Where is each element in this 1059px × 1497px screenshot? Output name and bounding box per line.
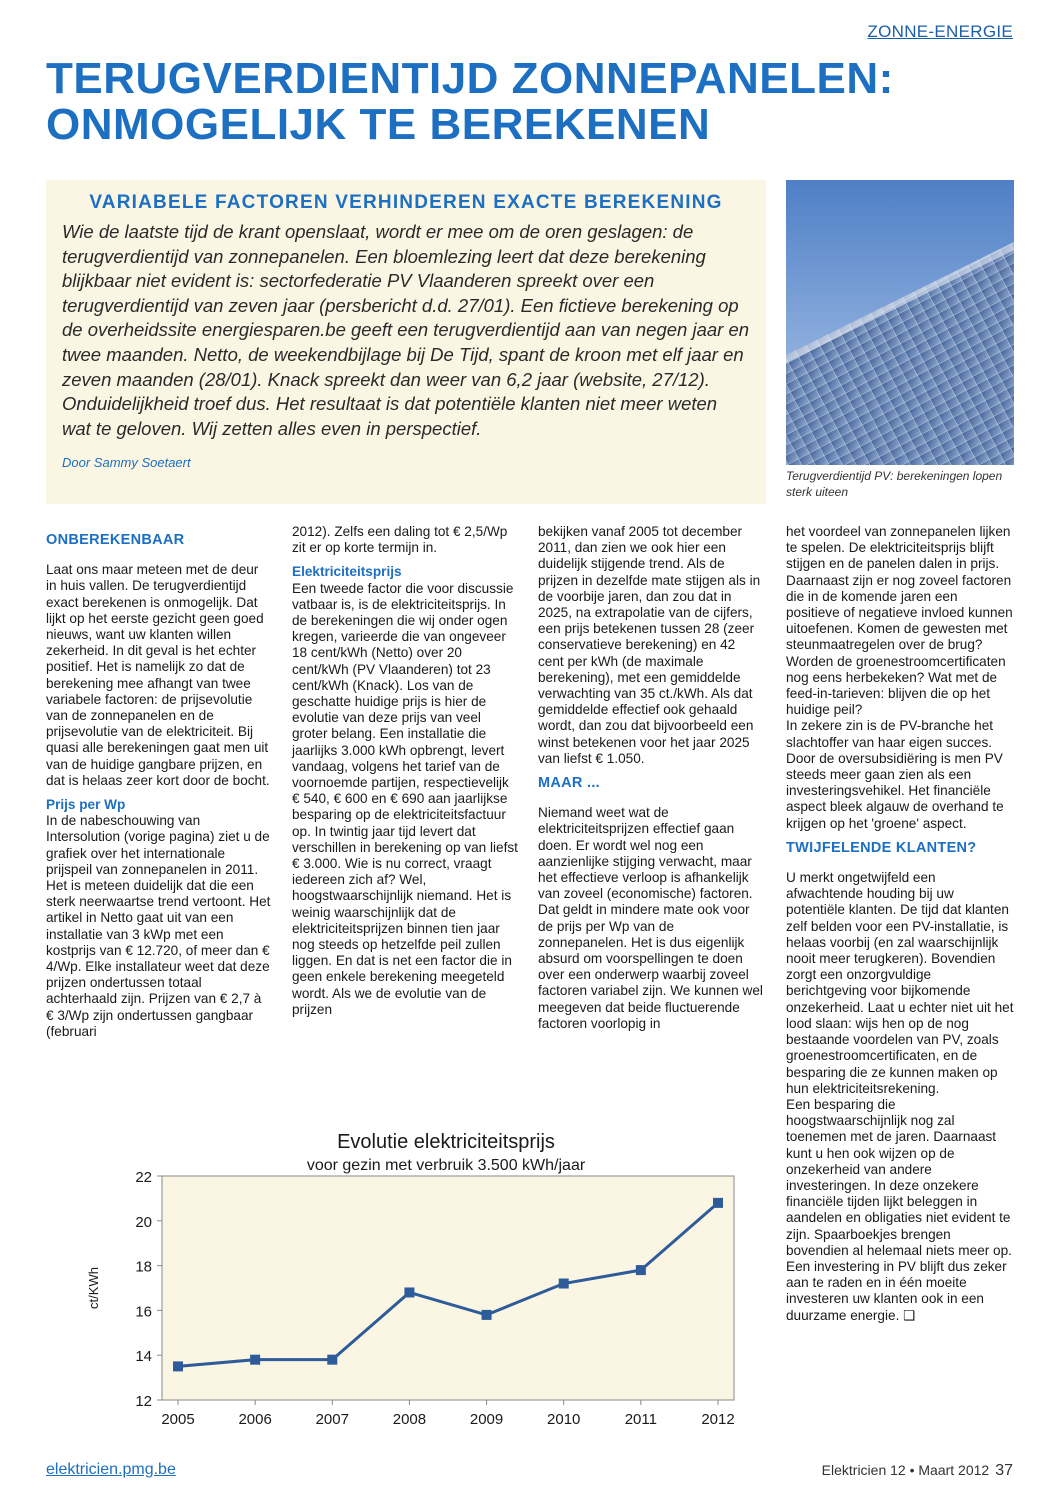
data-point — [327, 1355, 337, 1365]
solar-panel-photo — [786, 180, 1014, 465]
plot-area — [162, 1176, 734, 1400]
data-point — [636, 1265, 646, 1275]
data-point — [173, 1361, 183, 1371]
heading-elektriciteitsprijs: Elektriciteitsprijs — [292, 564, 402, 580]
column-1 — [46, 524, 272, 1040]
issue-label: Elektricien 12 • Maart 2012 — [821, 1462, 990, 1478]
intro-box — [46, 180, 766, 504]
x-tick-label: 2009 — [469, 1411, 504, 1428]
y-tick-label: 20 — [135, 1213, 152, 1231]
chart-subtitle: voor gezin met verbruik 3.500 kWh/jaar — [306, 1157, 586, 1174]
y-tick-label: 16 — [135, 1303, 152, 1321]
data-point — [250, 1355, 260, 1365]
x-tick-label: 2006 — [238, 1411, 272, 1428]
y-tick-label: 14 — [135, 1348, 152, 1366]
data-point — [559, 1279, 569, 1289]
section-tag: ZONNE-ENERGIE — [867, 22, 1013, 41]
x-tick-label: 2008 — [392, 1411, 427, 1428]
page-number: 37 — [995, 1462, 1013, 1479]
column-3 — [538, 524, 764, 1032]
paragraph: In zekere zin is de PV-branche het slachtoffer van haar eigen succes. Door de oversubsidiëring is men PV steeds meer gaan zien als een investeringsvehikel. Het financiële aspect bleek algauw de overhand te krijgen op het 'groene' aspect. — [786, 718, 1004, 831]
electricity-price-chart — [46, 1110, 766, 1438]
footer-issue — [822, 1462, 1013, 1480]
intro-subtitle: VARIABELE FACTOREN VERHINDEREN EXACTE BEREKENING — [89, 192, 723, 213]
paragraph: Niemand weet wat de elektriciteitsprijzen effectief gaan doen. Er wordt wel nog een aanzienlijke stijging verwacht, maar het effectieve verloop is afhankelijk van zoveel (economische) factoren. Dat geldt in mindere mate ook voor de prijs per Wp van de zonnepanelen. Het is dus eigenlijk absurd om voorspellingen te doen over een onderwerp waarbij zoveel factoren variabel zijn. We kunnen wel meegeven dat beide fluctuerende factoren voorlopig in — [538, 805, 763, 1031]
chart-title: Evolutie elektriciteitsprijs — [337, 1131, 555, 1153]
paragraph: bekijken vanaf 2005 tot december 2011, dan zien we ook hier een duidelijk stijgende trend. Als de prijzen in dezelfde mate stijgen als in de voorbije jaren, dan zou dat in 2025, na extrapolatie van de cijfers, een prijs betekenen tussen 28 (zeer conservatieve berekening) en 42 cent per kWh (de maximale berekening), met een gemiddelde verwachting van 35 ct./kWh. Als dat gemiddelde effectief ook gehaald wordt, dan zou dat bijvoorbeeld een winst betekenen voor het jaar 2025 van liefst € 1.050. — [538, 524, 761, 766]
y-tick-label: 18 — [135, 1258, 152, 1276]
footer-website[interactable]: elektricien.pmg.be — [46, 1461, 176, 1478]
heading-onberekenbaar: ONBEREKENBAAR — [46, 532, 185, 548]
data-point — [482, 1310, 492, 1320]
column-2 — [292, 524, 518, 1018]
x-tick-label: 2010 — [547, 1411, 581, 1428]
solar-panel-illustration — [786, 180, 1014, 465]
article-headline — [46, 56, 1026, 148]
byline: Door Sammy Soetaert — [62, 455, 191, 471]
heading-maar: MAAR ... — [538, 775, 601, 792]
data-point — [713, 1198, 723, 1208]
paragraph: Een tweede factor die voor discussie vatbaar is, is de elektriciteitsprijs. In de berekeningen die wij onder ogen kregen, varieerde die van ongeveer 18 cent/kWh (Netto) over 20 cent/kWh (PV Vlaanderen) tot 23 cent/kWh (Knack). Los van de geschatte huidige prijs is hier de evolutie van deze prijs van veel groter belang. Een installatie die jaarlijks 3.000 kWh opbrengt, levert vandaag, volgens het tarief van de voornoemde partijen, respectievelijk € 540, € 600 en € 690 aan jaarlijkse besparing op de elektriciteitsfactuur op. In twintig jaar tijd levert dat verschillen in berekening op van liefst € 3.000. Wie is nu correct, vraagt iedereen zich af? Wel, hoogstwaarschijnlijk niemand. Het is weinig waarschijnlijk dat de elektriciteitsprijzen binnen tien jaar nog steeds op hetzelfde peil zullen liggen. En dat is net een factor die in geen enkele berekening meegeteld wordt. Als we de evolutie van de prijzen — [292, 580, 518, 1017]
y-tick-label: 22 — [135, 1169, 152, 1186]
paragraph: 2012). Zelfs een daling tot € 2,5/Wp zit er op korte termijn in. — [292, 524, 508, 556]
paragraph: het voordeel van zonnepanelen lijken te spelen. De elektriciteitsprijs blijft stijgen en de panelen dalen in prijs. Daarnaast zijn er nog zoveel factoren die in de komende jaren een positieve of negatieve invloed kunnen uitoefenen. Komen de gewesten met steunmaatregelen over de brug? Worden de groenestroomcertificaten nog eens herbekeken? Wat met de feed-in-tarieven: blijven die op het huidige peil? — [786, 524, 1013, 718]
x-tick-label: 2005 — [161, 1411, 195, 1428]
x-tick-label: 2011 — [624, 1411, 657, 1428]
paragraph: Een besparing die hoogstwaarschijnlijk nog zal toenemen met de jaren. Daarnaast kunt u hen ook wijzen op de onzekerheid van andere investeringen. In deze onzekere financiële tijden lijkt beleggen in aandelen en obligaties niet evident te zijn. Spaarboekjes brengen bovendien al helemaal niets meer op. Een investering in PV blijft dus zeker aan te raden en in één moeite investeren uw klanten ook in een duurzame energie. ❑ — [786, 1096, 1012, 1323]
x-tick-label: 2007 — [315, 1411, 349, 1428]
headline-line-2: ONMOGELIJK TE BEREKENEN — [46, 100, 711, 149]
column-4 — [786, 524, 1014, 1324]
intro-text: Wie de laatste tijd de krant openslaat, wordt er mee om de oren geslagen: de terugverdientijd van zonnepanelen. Een bloemlezing leert dat deze berekening blijkbaar niet evident is: sectorfederatie PV Vlaanderen spreekt over een terugverdientijd van zeven jaar (persbericht d.d. 27/01). Een fictieve berekening op de overheidssite energiesparen.be geeft een terugverdientijd aan van negen jaar en twee maanden. Netto, de weekendbijlage bij De Tijd, spant de kroon met elf jaar en zeven maanden (28/01). Knack spreekt dan weer van 6,2 jaar (website, 27/12). Onduidelijkheid troef dus. Het resultaat is dat potentiële klanten niet meer weten wat te geloven. Wij zetten alles even in perspectief. — [62, 221, 750, 439]
paragraph: In de nabeschouwing van Intersolution (vorige pagina) ziet u de grafiek over het internationale prijspeil van zonnepanelen in 2011. Het is meteen duidelijk dat die een sterk neerwaartse trend vertoont. Het artikel in Netto gaat uit van een installatie van 3 kWp met een kostprijs van € 12.720, of meer dan € 4/Wp. Elke installateur weet dat deze prijzen ondertussen totaal achterhaald zijn. Prijzen van € 2,7 à € 3/Wp zijn ondertussen gangbaar (februari — [46, 813, 271, 1039]
heading-twijfelende-klanten: TWIJFELENDE KLANTEN? — [786, 839, 977, 856]
paragraph: Laat ons maar meteen met de deur in huis vallen. De terugverdientijd exact berekenen is onmogelijk. Dat lijkt op het eerste gezicht geen goed nieuws, want uw klanten willen zekerheid. In dit geval is het echter positief. Het is namelijk zo dat de berekening mee afhangt van twee variabele factoren: de prijsevolutie van de zonnepanelen en de prijsevolutie van de elektriciteit. Bij quasi alle berekeningen gaat men uit van de huidige gangbare prijzen, en dat is helaas zeer kort door de bocht. — [46, 562, 270, 788]
heading-prijs-per-wp: Prijs per Wp — [46, 797, 126, 813]
chart-svg — [46, 1110, 766, 1438]
x-tick-label: 2012 — [701, 1411, 735, 1428]
y-axis-label: ct/KWh — [86, 1267, 101, 1309]
photo-caption: Terugverdientijd PV: berekeningen lopen sterk uiteen — [786, 469, 1003, 499]
paragraph: U merkt ongetwijfeld een afwachtende houding bij uw potentiële klanten. De tijd dat klanten zelf belden voor een PV-installatie, is helaas voorbij (en zal waarschijnlijk nooit meer terugkeren). Bovendien zorgt een onzorgvuldige berichtgeving voor bijkomende onzekerheid. Laat u echter niet uit het lood slaan: wijs hen op de nog bestaande voordelen van PV, zoals groenestroomcertificaten, en de besparing die ze kunnen maken op hun elektriciteitsrekening. — [786, 870, 1014, 1096]
y-tick-label: 12 — [135, 1393, 152, 1410]
data-point — [404, 1287, 414, 1297]
headline-line-1: TERUGVERDIENTIJD ZONNEPANELEN: — [46, 54, 894, 103]
